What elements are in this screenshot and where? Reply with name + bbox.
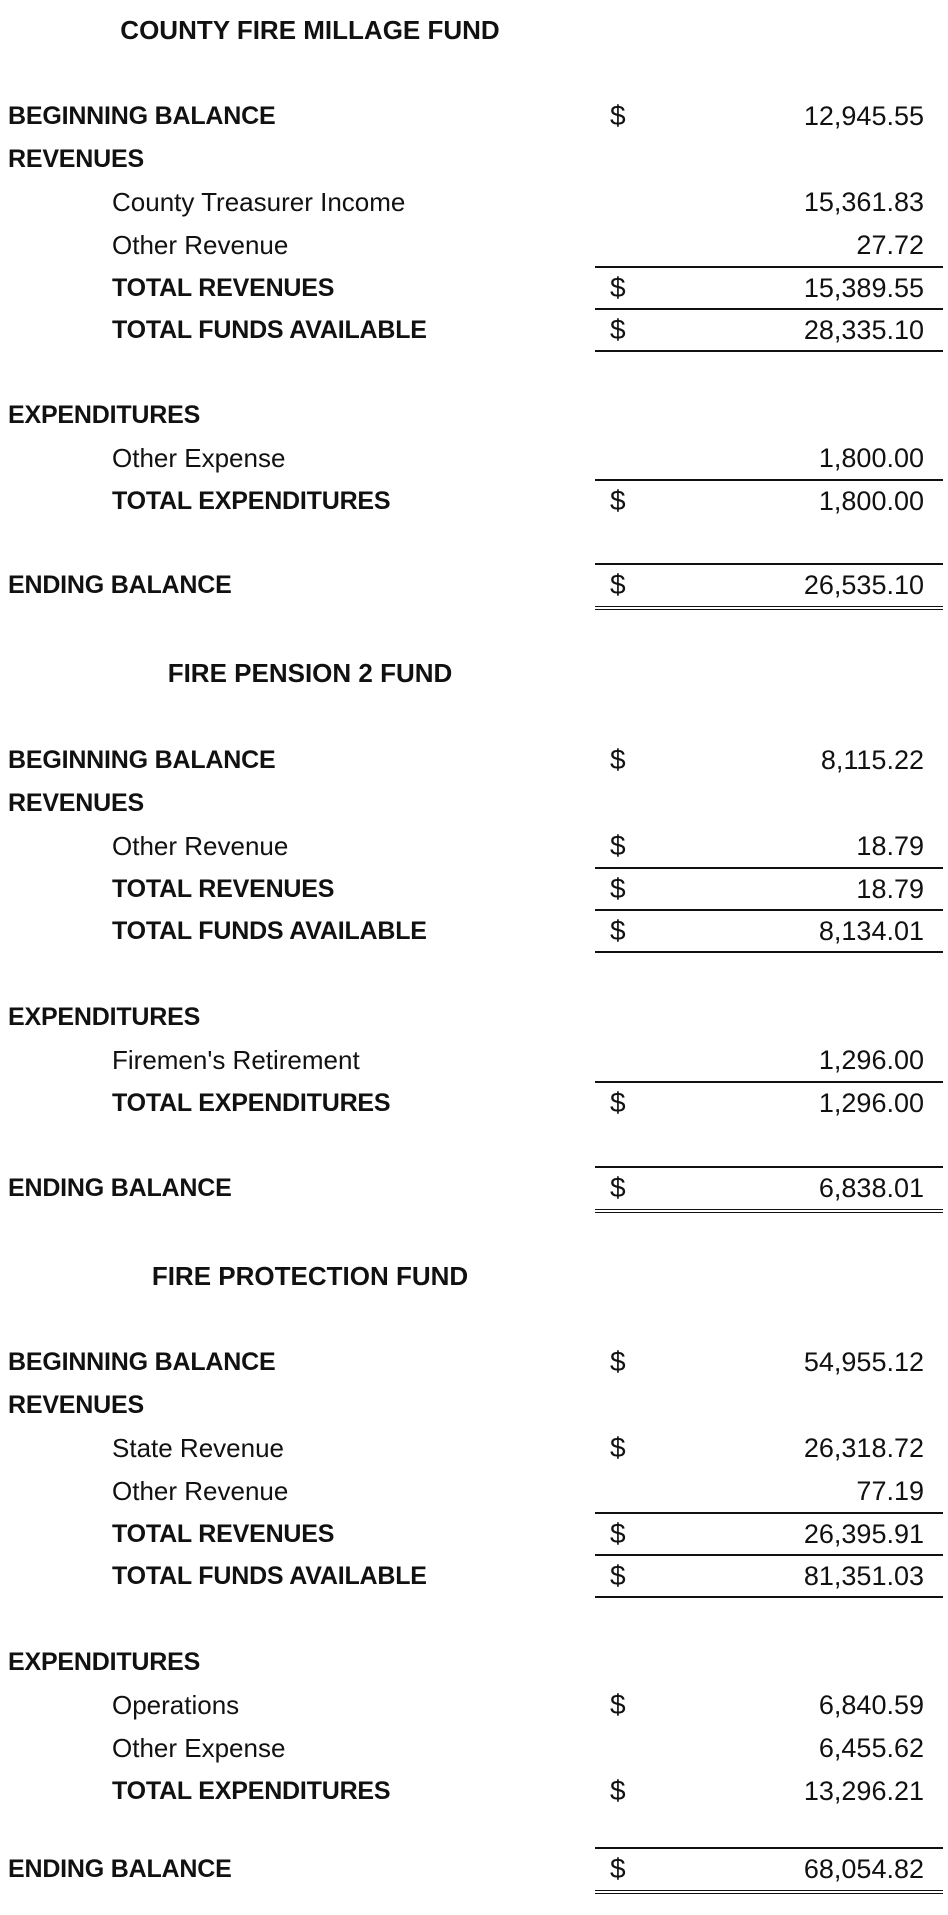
row-amount: 1,800.00: [818, 486, 924, 516]
dollar-sign: $: [610, 314, 626, 345]
row-label: TOTAL EXPENDITURES: [112, 1089, 391, 1117]
row-label: Other Revenue: [112, 1476, 289, 1506]
row-amount: 18.79: [856, 874, 924, 904]
total-funds-available-row: [0, 911, 948, 951]
row-label: ENDING BALANCE: [8, 1855, 232, 1883]
row-amount: 6,838.01: [818, 1173, 924, 1203]
double-underline-rule: [595, 606, 943, 610]
fund-title: COUNTY FIRE MILLAGE FUND: [120, 15, 500, 45]
row-label: REVENUES: [8, 145, 144, 173]
row-label: TOTAL FUNDS AVAILABLE: [112, 316, 427, 344]
dollar-sign: $: [610, 272, 626, 303]
row-amount: 27.72: [856, 230, 924, 260]
beginning-balance-row: [0, 1342, 948, 1382]
row-amount: 15,389.55: [803, 273, 924, 303]
row-amount: 81,351.03: [803, 1561, 924, 1591]
row-label: Other Revenue: [112, 831, 289, 861]
row-label: TOTAL FUNDS AVAILABLE: [112, 917, 427, 945]
row-label: TOTAL EXPENDITURES: [112, 1777, 391, 1805]
expenditures-heading-row: [0, 997, 948, 1037]
total-revenues-row: [0, 1514, 948, 1554]
line-item-row: [0, 182, 948, 222]
row-label: ENDING BALANCE: [8, 571, 232, 599]
line-item-row: [0, 225, 948, 265]
line-item-row: [0, 1471, 948, 1511]
dollar-sign: $: [610, 1689, 626, 1720]
ending-balance-row: [0, 565, 948, 605]
row-label: EXPENDITURES: [8, 1003, 201, 1031]
row-label: REVENUES: [8, 1391, 144, 1419]
row-amount: 28,335.10: [803, 315, 924, 345]
revenues-heading-row: [0, 783, 948, 823]
row-label: BEGINNING BALANCE: [8, 1348, 276, 1376]
row-label: TOTAL REVENUES: [112, 274, 335, 302]
row-label: County Treasurer Income: [112, 187, 406, 217]
line-item-row: [0, 1040, 948, 1080]
line-item-row: [0, 1685, 948, 1725]
row-label: EXPENDITURES: [8, 1648, 201, 1676]
row-amount: 1,296.00: [818, 1045, 924, 1075]
line-item-row: [0, 438, 948, 478]
double-underline-rule: [595, 1890, 943, 1894]
line-item-row: [0, 1428, 948, 1468]
underline-rule: [595, 951, 943, 953]
total-revenues-row: [0, 869, 948, 909]
dollar-sign: $: [610, 485, 626, 516]
row-label: REVENUES: [8, 789, 144, 817]
total-expenditures-row: [0, 1083, 948, 1123]
revenues-heading-row: [0, 1385, 948, 1425]
row-amount: 8,134.01: [818, 916, 924, 946]
row-amount: 12,945.55: [803, 101, 924, 131]
dollar-sign: $: [610, 569, 626, 600]
row-amount: 1,800.00: [818, 443, 924, 473]
dollar-sign: $: [610, 1346, 626, 1377]
row-amount: 26,318.72: [803, 1433, 924, 1463]
dollar-sign: $: [610, 100, 626, 131]
fund-title: FIRE PROTECTION FUND: [151, 1261, 469, 1291]
dollar-sign: $: [610, 1432, 626, 1463]
dollar-sign: $: [610, 873, 626, 904]
row-amount: 26,395.91: [803, 1519, 924, 1549]
dollar-sign: $: [610, 744, 626, 775]
total-funds-available-row: [0, 310, 948, 350]
line-item-row: [0, 826, 948, 866]
row-amount: 1,296.00: [818, 1088, 924, 1118]
row-label: TOTAL REVENUES: [112, 875, 335, 903]
total-revenues-row: [0, 268, 948, 308]
dollar-sign: $: [610, 1172, 626, 1203]
total-funds-available-row: [0, 1556, 948, 1596]
total-expenditures-row: [0, 1771, 948, 1811]
row-label: Firemen's Retirement: [112, 1045, 360, 1075]
row-amount: 68,054.82: [803, 1854, 924, 1884]
line-item-row: [0, 1728, 948, 1768]
row-amount: 13,296.21: [803, 1776, 924, 1806]
fund-title: FIRE PENSION 2 FUND: [167, 658, 453, 688]
row-amount: 15,361.83: [803, 187, 924, 217]
ending-balance-row: [0, 1168, 948, 1208]
dollar-sign: $: [610, 1087, 626, 1118]
ending-balance-row: [0, 1849, 948, 1889]
dollar-sign: $: [610, 1853, 626, 1884]
expenditures-heading-row: [0, 1642, 948, 1682]
row-amount: 54,955.12: [803, 1347, 924, 1377]
row-amount: 26,535.10: [803, 570, 924, 600]
row-label: BEGINNING BALANCE: [8, 102, 276, 130]
revenues-heading-row: [0, 139, 948, 179]
underline-rule: [595, 1596, 943, 1598]
beginning-balance-row: [0, 96, 948, 136]
row-label: Other Expense: [112, 1733, 286, 1763]
beginning-balance-row: [0, 740, 948, 780]
double-underline-rule: [595, 1209, 943, 1213]
row-label: BEGINNING BALANCE: [8, 746, 276, 774]
row-amount: 6,455.62: [818, 1733, 924, 1763]
row-label: ENDING BALANCE: [8, 1174, 232, 1202]
dollar-sign: $: [610, 1775, 626, 1806]
row-label: Other Revenue: [112, 230, 289, 260]
row-label: TOTAL EXPENDITURES: [112, 487, 391, 515]
row-label: EXPENDITURES: [8, 401, 201, 429]
dollar-sign: $: [610, 1560, 626, 1591]
dollar-sign: $: [610, 915, 626, 946]
underline-rule: [595, 350, 943, 352]
row-label: Operations: [112, 1690, 240, 1720]
row-amount: 18.79: [856, 831, 924, 861]
row-label: TOTAL REVENUES: [112, 1520, 335, 1548]
dollar-sign: $: [610, 830, 626, 861]
row-label: TOTAL FUNDS AVAILABLE: [112, 1562, 427, 1590]
row-label: Other Expense: [112, 443, 286, 473]
dollar-sign: $: [610, 1518, 626, 1549]
row-amount: 6,840.59: [818, 1690, 924, 1720]
total-expenditures-row: [0, 481, 948, 521]
row-amount: 77.19: [856, 1476, 924, 1506]
row-label: State Revenue: [112, 1433, 285, 1463]
row-amount: 8,115.22: [820, 745, 924, 775]
expenditures-heading-row: [0, 395, 948, 435]
